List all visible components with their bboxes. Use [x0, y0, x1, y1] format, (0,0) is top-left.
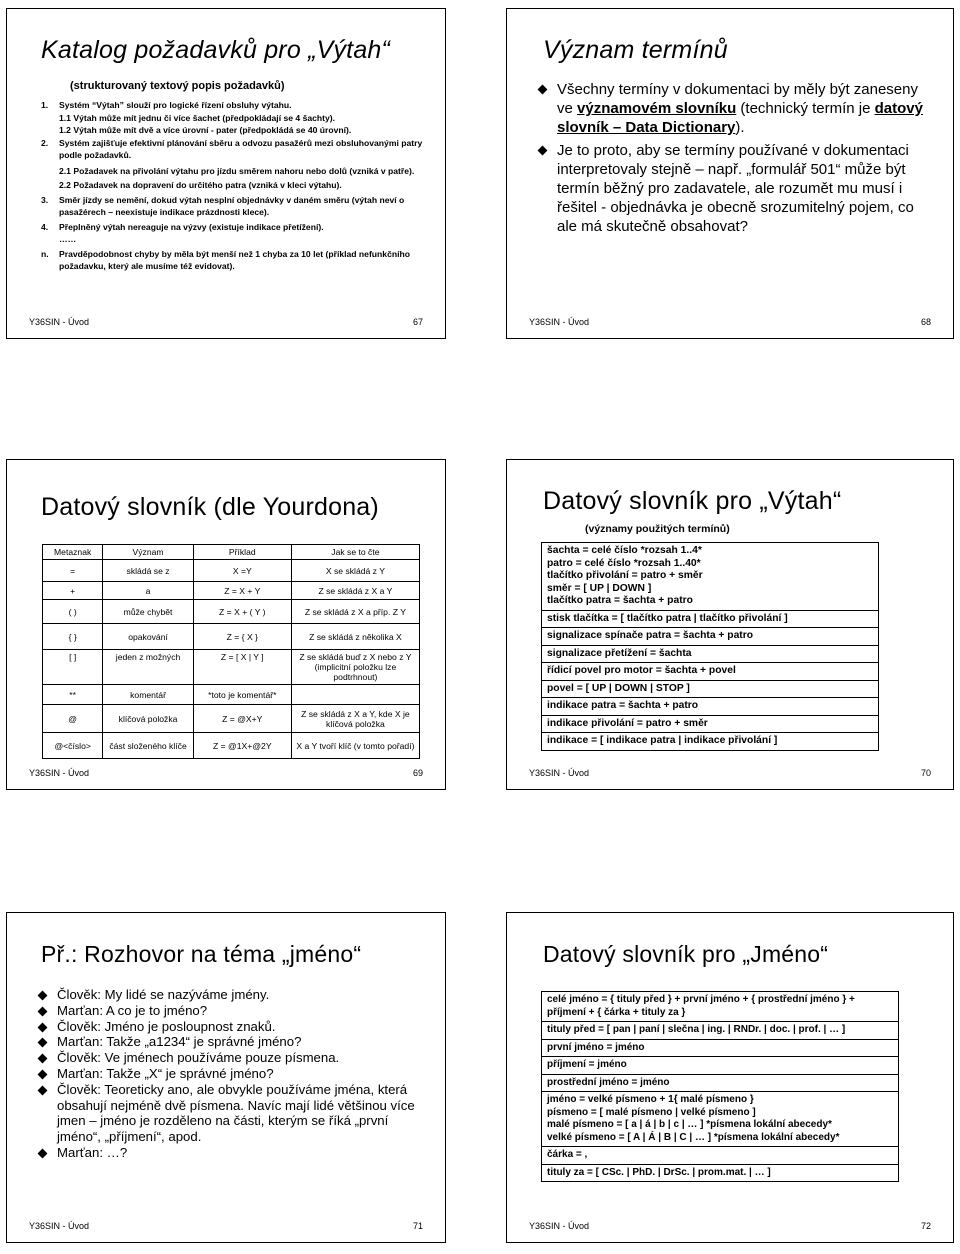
slide-subtitle: (strukturovaný textový popis požadavků)	[70, 80, 285, 92]
list-item: n. Pravděpodobnost chyby by měla být menší než 1 chyba za 10 let (příklad nefunkčního požadavku, který ale musíme též evidovat).	[41, 248, 411, 271]
list-item: 1.1 Výtah může mít jednu či více šachet (předpokládají se 4 šachty).	[59, 112, 336, 123]
table-row: [ ] jeden z možných Z = [ X | Y ] Z se skládá buď z X nebo z Y (implicitní položku lze podtrhnout)	[43, 650, 420, 685]
slide-subtitle: (významy použitých termínů)	[585, 523, 730, 535]
list-item: 1.2 Výtah může mít dvě a více úrovní - pater (předpokládá se 40 úrovní).	[59, 125, 352, 135]
column-header: Význam	[103, 545, 193, 560]
table-row: povel = [ UP | DOWN | STOP ]	[542, 680, 879, 698]
diamond-bullet-icon	[38, 1006, 48, 1016]
slide-title: Datový slovník (dle Yourdona)	[41, 493, 379, 521]
list-item: 3. Směr jízdy se nemění, dokud výtah nesplní objednávky v daném směru (výtah neví o pasažérech – neexistuje indikace prázdnosti klece).	[41, 194, 405, 217]
slide-68	[506, 8, 954, 339]
dialogue-list	[37, 987, 429, 1161]
table-row: prostřední jméno = jméno	[542, 1074, 899, 1092]
slide-71	[6, 912, 446, 1243]
footer-page-number: 72	[920, 1221, 931, 1231]
table-row: první jméno = jméno	[542, 1039, 899, 1057]
footer-course: Y36SIN - Úvod	[29, 768, 90, 778]
table-row: indikace = [ indikace patra | indikace přivolání ]	[542, 733, 879, 751]
diamond-bullet-icon	[38, 1070, 48, 1080]
table-row: tituly před = [ pan | paní | slečna | ing. | RNDr. | doc. | prof. | … ]	[542, 1022, 899, 1040]
table-row: { } opakování Z = { X } Z se skládá z několika X	[43, 624, 420, 650]
list-item: 1. Systém “Výtah” slouží pro logické řízení obsluhy výtahu.	[41, 100, 292, 110]
footer-page-number: 68	[920, 317, 931, 327]
footer-page-number: 70	[920, 768, 931, 778]
term-link: datový slovník – Data Dictionary	[557, 100, 923, 136]
footer-course: Y36SIN - Úvod	[529, 1221, 590, 1231]
slide-67	[6, 8, 446, 339]
bullet-item: Všechny termíny v dokumentaci by měly být zaneseny ve významovém slovníku (technický termín je datový slovník – Data Dictionary).	[537, 80, 937, 137]
diamond-bullet-icon	[538, 85, 548, 95]
table-row: signalizace spínače patra = šachta + patro	[542, 628, 879, 646]
column-header: Příklad	[193, 545, 291, 560]
table-row: signalizace přetížení = šachta	[542, 645, 879, 663]
slide-title: Katalog požadavků pro „Výtah“	[41, 36, 391, 64]
diamond-bullet-icon	[38, 1085, 48, 1095]
dialogue-line: Člověk: My lidé se nazýváme jmény.	[37, 987, 429, 1003]
table-header-row	[43, 545, 420, 560]
table-row: + a Z = X + Y Z se skládá z X a Y	[43, 582, 420, 600]
table-row: indikace patra = šachta + patro	[542, 698, 879, 716]
slide-title: Př.: Rozhovor na téma „jméno“	[41, 941, 362, 967]
dialogue-line: Člověk: Teoreticky ano, ale obvykle používáme jména, která obsahují nejméně dvě písmena. Navíc mají lidé většinou více jmen – jméno je rozděleno na části, kterým se říká „první jméno“, „příjmení“, apod.	[37, 1082, 429, 1145]
dialogue-line: Marťan: …?	[37, 1145, 429, 1161]
column-header: Jak se to čte	[291, 545, 419, 560]
list-item: 2.1 Požadavek na přivolání výtahu pro jízdu směrem nahoru nebo dolů (vzniká v patře).	[59, 165, 415, 176]
footer-course: Y36SIN - Úvod	[529, 317, 590, 327]
column-header: Metaznak	[43, 545, 103, 560]
table-row: indikace přivolání = patro + směr	[542, 715, 879, 733]
diamond-bullet-icon	[38, 1054, 48, 1064]
table-row: ( ) může chybět Z = X + ( Y ) Z se skládá z X a příp. Z Y	[43, 600, 420, 624]
footer-page-number: 71	[412, 1221, 423, 1231]
slide-title: Význam termínů	[543, 36, 728, 64]
slide-69	[6, 459, 446, 790]
bullet-item: Je to proto, aby se termíny používané v dokumentaci interpretovaly stejně – např. „formulář 501“ může být termín běžný pro zadavatele, ale rozumět mu musí i řešitel - objednávka je obecně srozumitelný pojem, co ale má skutečně obsahovat?	[537, 141, 937, 236]
diamond-bullet-icon	[538, 146, 548, 156]
dialogue-line: Marťan: Takže „X“ je správné jméno?	[37, 1066, 429, 1082]
table-row: řídicí povel pro motor = šachta + povel	[542, 663, 879, 681]
dialogue-line: Člověk: Jméno je posloupnost znaků.	[37, 1019, 429, 1035]
table-row: jméno = velké písmeno + 1{ malé písmeno } písmeno = [ malé písmeno | velké písmeno ] malé písmeno = [ a | á | b | c | … ] *písmena lokální abecedy* velké písmeno = [ A | Á | B | C | … ] *písmena lokální abecedy*	[542, 1092, 899, 1147]
requirements-list	[41, 99, 431, 273]
dialogue-line: Člověk: Ve jménech používáme pouze písmena.	[37, 1050, 429, 1066]
list-item: ……	[59, 234, 77, 244]
list-item: 2.2 Požadavek na dopravení do určitého patra (vzniká v kleci výtahu).	[59, 180, 342, 190]
table-row: ** komentář *toto je komentář*	[43, 685, 420, 705]
diamond-bullet-icon	[38, 1022, 48, 1032]
table-row: příjmení = jméno	[542, 1057, 899, 1075]
footer-page-number: 67	[412, 317, 423, 327]
data-dictionary-table	[541, 991, 899, 1182]
diamond-bullet-icon	[38, 1149, 48, 1159]
footer-course: Y36SIN - Úvod	[29, 1221, 90, 1231]
dialogue-line: Marťan: Takže „a1234“ je správné jméno?	[37, 1034, 429, 1050]
table-row: = skládá se z X =Y X se skládá z Y	[43, 560, 420, 582]
table-row: @ klíčová položka Z = @X+Y Z se skládá z X a Y, kde X je klíčová položka	[43, 705, 420, 733]
list-item: 2. Systém zajišťuje efektivní plánování sběru a odvozu pasažérů mezi obsluhovanými patry podle požadavků.	[41, 137, 423, 160]
diamond-bullet-icon	[38, 1038, 48, 1048]
bullet-list	[537, 80, 937, 236]
table-row: šachta = celé číslo *rozsah 1..4* patro = celé číslo *rozsah 1..40* tlačítko přivolání = patro + směr směr = [ UP | DOWN ] tlačítko patra = šachta + patro	[542, 543, 879, 611]
table-row: celé jméno = { tituly před } + první jméno + { prostřední jméno } + příjmení + { čárka + tituly za }	[542, 992, 899, 1022]
list-item: 4. Přeplněný výtah nereaguje na výzvy (existuje indikace přetížení).	[41, 221, 324, 232]
slide-title: Datový slovník pro „Výtah“	[543, 487, 842, 515]
table-row: čárka = ,	[542, 1147, 899, 1165]
diamond-bullet-icon	[38, 991, 48, 1001]
data-dictionary-table	[541, 542, 879, 751]
footer-page-number: 69	[412, 768, 423, 778]
slide-72	[506, 912, 954, 1243]
table-row: tituly za = [ CSc. | PhD. | DrSc. | prom.mat. | … ]	[542, 1164, 899, 1182]
table-row: @<číslo> část složeného klíče Z = @1X+@2Y X a Y tvoří klíč (v tomto pořadí)	[43, 733, 420, 759]
dialogue-line: Marťan: A co je to jméno?	[37, 1003, 429, 1019]
footer-course: Y36SIN - Úvod	[29, 317, 90, 327]
footer-course: Y36SIN - Úvod	[529, 768, 590, 778]
slide-title: Datový slovník pro „Jméno“	[543, 941, 829, 967]
term-link: významovém slovníku	[577, 100, 737, 117]
slide-70	[506, 459, 954, 790]
metasymbol-table	[42, 544, 420, 759]
table-row: stisk tlačítka = [ tlačítko patra | tlačítko přivolání ]	[542, 610, 879, 628]
